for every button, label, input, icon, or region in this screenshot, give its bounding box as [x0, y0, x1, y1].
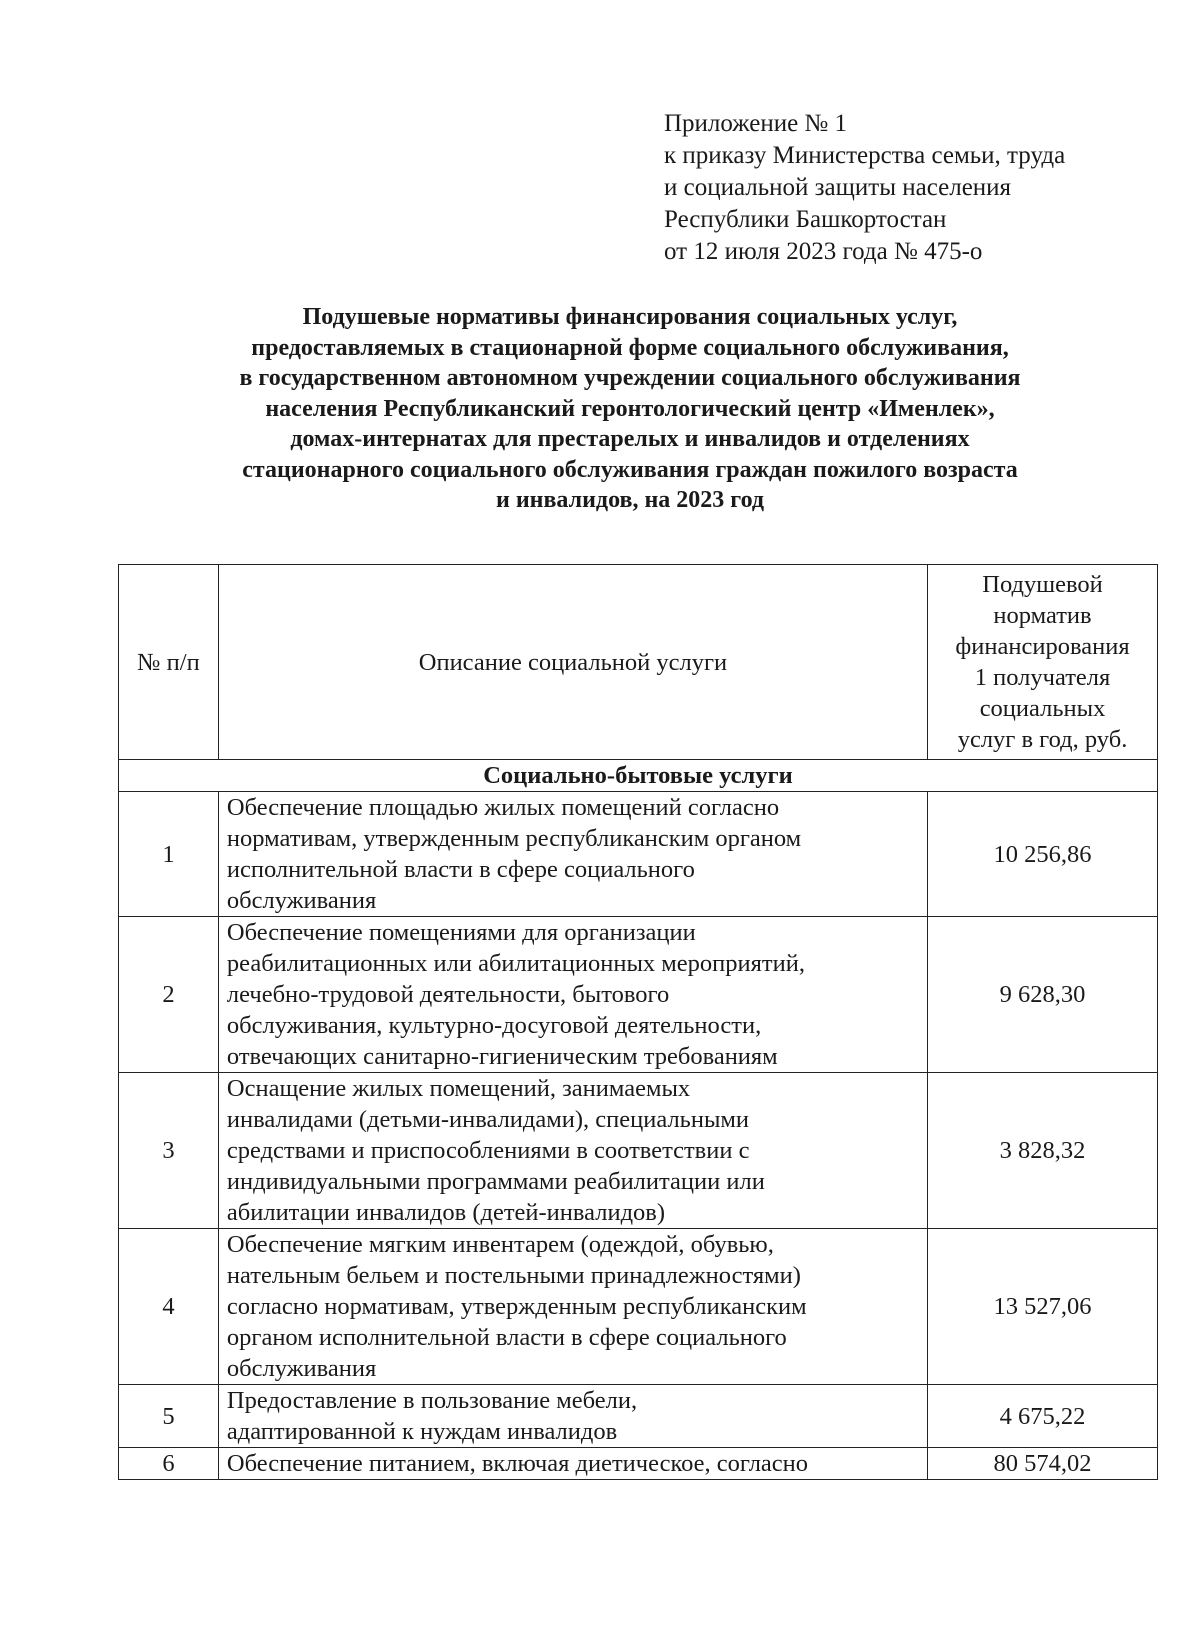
row-value: 80 574,02: [928, 1448, 1158, 1480]
row-value: 10 256,86: [928, 792, 1158, 917]
appendix-line: и социальной защиты населения: [664, 174, 1012, 201]
row-number: 2: [119, 917, 219, 1073]
table-row: [119, 792, 1158, 917]
row-description: [218, 1073, 927, 1229]
header-value: [928, 565, 1158, 760]
description-line: Обеспечение площадью жилых помещений согласно: [226, 794, 780, 821]
header-description: Описание социальной услуги: [218, 565, 927, 760]
row-description: [218, 1385, 927, 1448]
description-line: согласно нормативам, утвержденным республиканским: [226, 1293, 807, 1320]
description-line: исполнительной власти в сфере социального: [226, 856, 695, 883]
description-line: Оснащение жилых помещений, занимаемых: [226, 1075, 691, 1102]
description-line: Обеспечение помещениями для организации: [226, 919, 696, 946]
table-row: [119, 1229, 1158, 1385]
appendix-line: Республики Башкортостан: [664, 206, 947, 233]
header-number: № п/п: [119, 565, 219, 760]
description-line: абилитации инвалидов (детей-инвалидов): [226, 1199, 666, 1226]
appendix-line: Приложение № 1: [664, 110, 848, 137]
header-value-line: социальных: [979, 695, 1106, 722]
section-row: [119, 760, 1158, 792]
description-line: нормативам, утвержденным республиканским органом: [226, 825, 802, 852]
description-line: обслуживания, культурно-досуговой деятельности,: [226, 1012, 762, 1039]
description-line: Обеспечение питанием, включая диетическое, согласно: [226, 1450, 809, 1477]
row-number: 5: [119, 1385, 219, 1448]
row-number: 6: [119, 1448, 219, 1480]
description-line: средствами и приспособлениями в соответствии с: [226, 1137, 750, 1164]
description-line: Обеспечение мягким инвентарем (одеждой, обувью,: [226, 1231, 774, 1258]
section-title: Социально-бытовые услуги: [119, 760, 1158, 792]
title-line: домах-интернатах для престарелых и инвалидов и отделениях: [290, 426, 970, 452]
row-number: 1: [119, 792, 219, 917]
header-value-line: финансирования: [955, 633, 1130, 660]
title-line: Подушевые нормативы финансирования социальных услуг,: [302, 304, 958, 330]
header-value-line: 1 получателя: [974, 664, 1111, 691]
description-line: обслуживания: [226, 1355, 377, 1382]
row-description: [218, 792, 927, 917]
description-line: отвечающих санитарно-гигиеническим требованиям: [226, 1043, 778, 1070]
header-value-line: услуг в год, руб.: [957, 726, 1128, 753]
row-value: 13 527,06: [928, 1229, 1158, 1385]
description-line: лечебно-трудовой деятельности, бытового: [226, 981, 670, 1008]
description-line: индивидуальными программами реабилитации или: [226, 1168, 765, 1195]
norms-table: [118, 564, 1158, 1480]
row-description: [218, 1229, 927, 1385]
appendix-line: от 12 июля 2023 года № 475-о: [664, 238, 983, 265]
title-line: в государственном автономном учреждении социального обслуживания: [239, 365, 1021, 391]
table-header-row: [119, 565, 1158, 760]
title-line: стационарного социального обслуживания граждан пожилого возраста: [242, 456, 1018, 483]
document-title: [120, 302, 1140, 516]
description-line: адаптированной к нуждам инвалидов: [226, 1418, 618, 1445]
header-value-line: норматив: [993, 602, 1092, 629]
table-row: [119, 1073, 1158, 1229]
description-line: нательным бельем и постельными принадлежностями): [226, 1262, 801, 1289]
table-row: [119, 1448, 1158, 1480]
title-line: предоставляемых в стационарной форме социального обслуживания,: [251, 334, 1009, 361]
row-value: 4 675,22: [928, 1385, 1158, 1448]
row-description: [218, 917, 927, 1073]
description-line: Предоставление в пользование мебели,: [226, 1387, 638, 1414]
title-line: и инвалидов, на 2023 год: [495, 487, 765, 513]
appendix-line: к приказу Министерства семьи, труда: [664, 142, 1066, 169]
row-value: 9 628,30: [928, 917, 1158, 1073]
description-line: обслуживания: [226, 887, 377, 914]
description-line: инвалидами (детьми-инвалидами), специальными: [226, 1106, 750, 1133]
description-line: реабилитационных или абилитационных мероприятий,: [226, 950, 805, 977]
table-row: [119, 917, 1158, 1073]
table-row: [119, 1385, 1158, 1448]
row-number: 3: [119, 1073, 219, 1229]
appendix-reference: [664, 108, 1065, 268]
row-number: 4: [119, 1229, 219, 1385]
title-line: населения Республиканский геронтологический центр «Именлек»,: [265, 395, 995, 422]
description-line: органом исполнительной власти в сфере социального: [226, 1324, 787, 1351]
header-value-line: Подушевой: [982, 571, 1103, 598]
row-description: [218, 1448, 927, 1480]
row-value: 3 828,32: [928, 1073, 1158, 1229]
